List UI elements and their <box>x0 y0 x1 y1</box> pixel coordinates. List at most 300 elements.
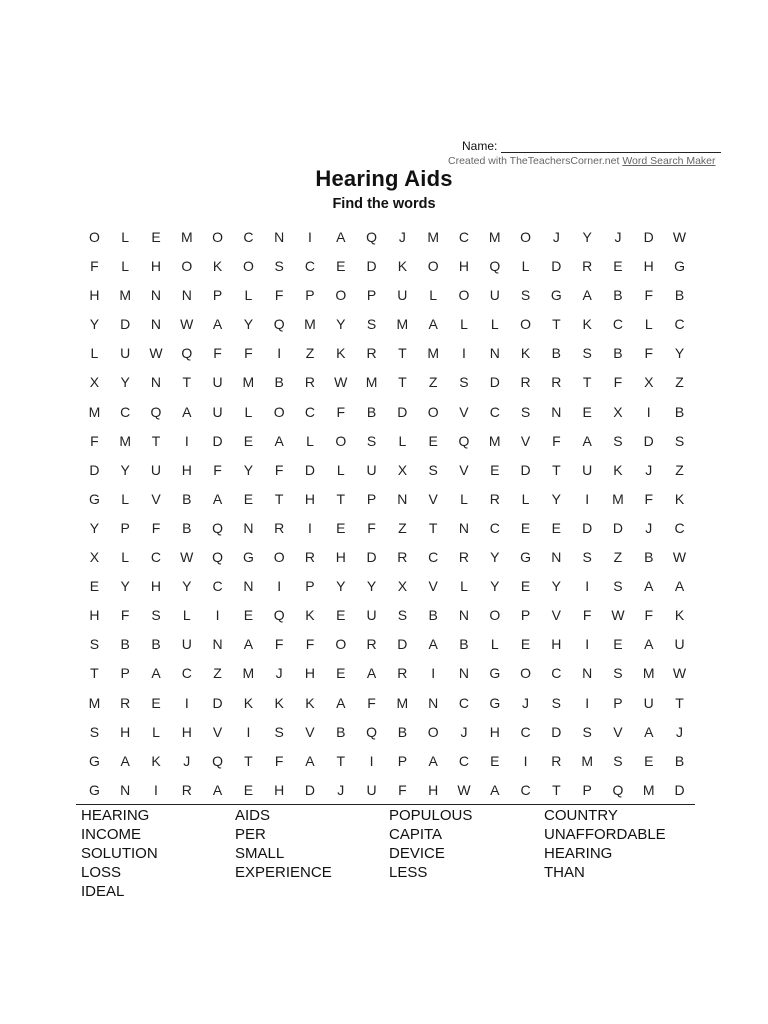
grid-letter[interactable]: C <box>489 403 500 420</box>
grid-letter[interactable]: K <box>613 461 623 478</box>
grid-letter[interactable]: N <box>243 519 254 536</box>
grid-letter[interactable]: K <box>582 316 592 333</box>
grid-letter[interactable]: X <box>397 578 408 595</box>
grid-letter[interactable]: H <box>150 578 162 595</box>
grid-letter[interactable]: H <box>489 723 500 740</box>
grid-letter[interactable]: R <box>551 752 562 769</box>
grid-letter[interactable]: I <box>431 665 436 682</box>
grid-letter[interactable]: W <box>672 229 687 245</box>
grid-letter[interactable]: U <box>120 345 131 362</box>
grid-letter[interactable]: E <box>520 636 531 653</box>
grid-letter[interactable]: I <box>646 403 651 420</box>
grid-letter[interactable]: S <box>89 723 100 740</box>
grid-letter[interactable]: K <box>243 694 254 711</box>
grid-letter[interactable]: V <box>151 490 161 507</box>
grid-letter[interactable]: N <box>458 607 470 624</box>
grid-letter[interactable]: R <box>366 345 377 362</box>
grid-letter[interactable]: E <box>520 519 531 536</box>
grid-letter[interactable]: Q <box>273 316 285 333</box>
grid-letter[interactable]: V <box>428 490 438 507</box>
grid-letter[interactable]: O <box>181 258 193 275</box>
grid-letter[interactable]: N <box>212 636 223 653</box>
grid-letter[interactable]: K <box>674 607 685 624</box>
grid-letter[interactable]: T <box>336 752 346 769</box>
grid-letter[interactable]: Y <box>582 229 592 245</box>
grid-letter[interactable]: H <box>335 549 346 566</box>
grid-letter[interactable]: O <box>335 287 347 304</box>
grid-letter[interactable]: A <box>490 781 500 798</box>
grid-letter[interactable]: C <box>520 723 531 740</box>
grid-letter[interactable]: S <box>366 316 377 333</box>
grid-letter[interactable]: N <box>120 781 131 798</box>
grid-letter[interactable]: Y <box>366 578 377 595</box>
grid-letter[interactable]: B <box>674 752 685 769</box>
grid-letter[interactable]: M <box>396 694 409 711</box>
grid-letter[interactable]: J <box>183 752 191 769</box>
grid-letter[interactable]: A <box>243 636 254 653</box>
grid-letter[interactable]: A <box>366 665 377 682</box>
grid-letter[interactable]: O <box>489 607 501 624</box>
grid-letter[interactable]: S <box>613 432 623 449</box>
grid-letter[interactable]: E <box>243 781 254 798</box>
grid-letter[interactable]: B <box>182 519 192 536</box>
grid-letter[interactable]: F <box>644 490 654 507</box>
grid-letter[interactable]: N <box>150 316 162 333</box>
grid-letter[interactable]: Q <box>366 723 378 740</box>
grid-letter[interactable]: A <box>428 752 438 769</box>
grid-letter[interactable]: A <box>212 490 223 507</box>
grid-letter[interactable]: M <box>365 374 378 391</box>
grid-letter[interactable]: W <box>672 549 687 566</box>
grid-letter[interactable]: E <box>613 636 623 653</box>
grid-letter[interactable]: H <box>551 636 562 653</box>
grid-letter[interactable]: A <box>336 694 346 711</box>
grid-letter[interactable]: T <box>398 345 407 362</box>
grid-letter[interactable]: J <box>398 229 406 245</box>
grid-letter[interactable]: R <box>181 781 192 798</box>
grid-letter[interactable]: T <box>336 490 346 507</box>
grid-letter[interactable]: I <box>369 752 374 769</box>
grid-letter[interactable]: E <box>582 403 592 420</box>
grid-letter[interactable]: A <box>644 636 654 653</box>
grid-letter[interactable]: Q <box>612 781 624 798</box>
grid-letter[interactable]: G <box>88 490 100 507</box>
grid-letter[interactable]: E <box>243 607 254 624</box>
grid-letter[interactable]: T <box>675 694 684 711</box>
grid-letter[interactable]: S <box>582 345 592 362</box>
grid-letter[interactable]: H <box>89 607 100 624</box>
grid-letter[interactable]: F <box>213 461 222 478</box>
grid-letter[interactable]: V <box>551 607 562 624</box>
grid-letter[interactable]: F <box>274 287 284 304</box>
grid-letter[interactable]: D <box>212 694 223 711</box>
name-field[interactable] <box>462 139 721 153</box>
grid-letter[interactable]: K <box>305 694 315 711</box>
grid-letter[interactable]: N <box>551 549 562 566</box>
grid-letter[interactable]: M <box>642 665 655 682</box>
grid-letter[interactable]: D <box>397 636 408 653</box>
grid-letter[interactable]: S <box>459 374 469 391</box>
grid-letter[interactable]: D <box>489 374 500 391</box>
grid-letter[interactable]: Q <box>181 345 193 362</box>
grid-letter[interactable]: B <box>120 636 130 653</box>
grid-letter[interactable]: R <box>397 665 408 682</box>
grid-letter[interactable]: F <box>552 432 561 449</box>
grid-letter[interactable]: A <box>582 432 592 449</box>
grid-letter[interactable]: J <box>460 723 468 740</box>
grid-letter[interactable]: D <box>643 432 654 449</box>
grid-letter[interactable]: U <box>643 694 654 711</box>
grid-letter[interactable]: H <box>181 723 192 740</box>
grid-letter[interactable]: E <box>151 229 161 245</box>
grid-letter[interactable]: T <box>398 374 407 391</box>
grid-letter[interactable]: D <box>397 403 408 420</box>
grid-letter[interactable]: M <box>427 345 439 362</box>
grid-letter[interactable]: E <box>520 578 531 595</box>
grid-letter[interactable]: R <box>458 549 470 566</box>
grid-letter[interactable]: I <box>308 519 312 536</box>
grid-letter[interactable]: A <box>120 752 130 769</box>
name-blank-line[interactable] <box>501 140 721 153</box>
grid-letter[interactable]: E <box>613 258 623 275</box>
grid-letter[interactable]: G <box>674 258 685 275</box>
grid-letter[interactable]: L <box>490 636 499 653</box>
grid-letter[interactable]: H <box>458 258 470 275</box>
grid-letter[interactable]: D <box>304 781 316 798</box>
grid-letter[interactable]: G <box>489 694 501 711</box>
grid-letter[interactable]: K <box>397 258 408 275</box>
grid-letter[interactable]: P <box>120 519 130 536</box>
grid-letter[interactable]: I <box>184 432 189 449</box>
grid-letter[interactable]: E <box>336 519 346 536</box>
grid-letter[interactable]: Y <box>243 316 254 333</box>
grid-letter[interactable]: M <box>488 229 501 245</box>
grid-letter[interactable]: N <box>489 345 500 362</box>
grid-letter[interactable]: G <box>242 549 254 566</box>
grid-letter[interactable]: G <box>520 549 531 566</box>
grid-letter[interactable]: X <box>644 374 654 391</box>
grid-letter[interactable]: M <box>119 287 132 304</box>
grid-letter[interactable]: S <box>520 403 531 420</box>
grid-letter[interactable]: K <box>212 258 223 275</box>
grid-letter[interactable]: E <box>89 578 100 595</box>
grid-letter[interactable]: F <box>90 258 99 275</box>
grid-letter[interactable]: X <box>613 403 623 420</box>
grid-letter[interactable]: P <box>212 287 223 304</box>
grid-letter[interactable]: R <box>366 636 377 653</box>
grid-letter[interactable]: I <box>462 345 466 362</box>
grid-letter[interactable]: Z <box>305 345 315 362</box>
grid-letter[interactable]: B <box>674 403 685 420</box>
grid-letter[interactable]: H <box>428 781 439 798</box>
grid-letter[interactable]: F <box>613 374 623 391</box>
grid-letter[interactable]: U <box>489 287 500 304</box>
grid-letter[interactable]: A <box>644 723 654 740</box>
grid-letter[interactable]: A <box>336 229 346 245</box>
grid-letter[interactable]: Q <box>212 519 224 536</box>
grid-letter[interactable]: C <box>150 549 162 566</box>
grid-letter[interactable]: I <box>585 636 590 653</box>
grid-letter[interactable]: E <box>490 461 500 478</box>
grid-letter[interactable]: V <box>459 403 469 420</box>
grid-letter[interactable]: Z <box>675 374 684 391</box>
grid-letter[interactable]: N <box>181 287 192 304</box>
grid-letter[interactable]: B <box>336 723 346 740</box>
grid-letter[interactable]: T <box>182 374 192 391</box>
grid-letter[interactable]: Z <box>213 665 222 682</box>
grid-letter[interactable]: A <box>182 403 192 420</box>
grid-letter[interactable]: B <box>274 374 284 391</box>
grid-letter[interactable]: X <box>89 549 100 566</box>
grid-letter[interactable]: P <box>366 287 377 304</box>
grid-letter[interactable]: F <box>367 694 376 711</box>
grid-letter[interactable]: I <box>184 694 189 711</box>
grid-letter[interactable]: I <box>585 694 590 711</box>
grid-letter[interactable]: Q <box>366 229 378 245</box>
grid-letter[interactable]: X <box>397 461 408 478</box>
grid-letter[interactable]: G <box>550 287 562 304</box>
grid-letter[interactable]: M <box>612 490 624 507</box>
grid-letter[interactable]: L <box>90 345 99 362</box>
grid-letter[interactable]: H <box>643 258 654 275</box>
grid-letter[interactable]: R <box>520 374 531 391</box>
grid-letter[interactable]: B <box>151 636 161 653</box>
grid-letter[interactable]: C <box>520 781 531 798</box>
grid-letter[interactable]: D <box>212 432 223 449</box>
grid-letter[interactable]: M <box>304 316 316 333</box>
grid-letter[interactable]: P <box>613 694 623 711</box>
grid-letter[interactable]: P <box>366 490 377 507</box>
grid-letter[interactable]: P <box>582 781 592 798</box>
grid-letter[interactable]: K <box>274 694 284 711</box>
grid-letter[interactable]: C <box>212 578 223 595</box>
grid-letter[interactable]: O <box>335 636 347 653</box>
grid-letter[interactable]: F <box>582 607 592 624</box>
grid-letter[interactable]: R <box>304 374 316 391</box>
grid-letter[interactable]: P <box>520 607 531 624</box>
grid-letter[interactable]: A <box>674 578 685 595</box>
grid-letter[interactable]: L <box>152 723 160 740</box>
grid-letter[interactable]: E <box>243 490 254 507</box>
grid-letter[interactable]: F <box>644 345 654 362</box>
grid-letter[interactable]: K <box>151 752 161 769</box>
grid-letter[interactable]: P <box>120 665 130 682</box>
grid-letter[interactable]: N <box>150 287 162 304</box>
grid-letter[interactable]: O <box>427 723 439 740</box>
grid-letter[interactable]: F <box>274 636 284 653</box>
grid-letter[interactable]: D <box>612 519 623 536</box>
grid-letter[interactable]: M <box>242 374 255 391</box>
grid-letter[interactable]: E <box>336 665 346 682</box>
grid-letter[interactable]: M <box>88 403 101 420</box>
grid-letter[interactable]: F <box>305 636 315 653</box>
grid-letter[interactable]: F <box>336 403 346 420</box>
grid-letter[interactable]: I <box>215 607 220 624</box>
grid-letter[interactable]: J <box>645 519 653 536</box>
grid-letter[interactable]: B <box>182 490 192 507</box>
grid-letter[interactable]: D <box>674 781 685 798</box>
grid-letter[interactable]: B <box>428 607 438 624</box>
grid-letter[interactable]: S <box>674 432 685 449</box>
grid-letter[interactable]: P <box>305 287 315 304</box>
grid-letter[interactable]: C <box>304 258 316 275</box>
grid-letter[interactable]: U <box>212 403 223 420</box>
grid-letter[interactable]: H <box>120 723 131 740</box>
grid-letter[interactable]: C <box>181 665 192 682</box>
grid-letter[interactable]: U <box>366 461 377 478</box>
grid-letter[interactable]: K <box>336 345 346 362</box>
grid-letter[interactable]: T <box>428 519 438 536</box>
grid-letter[interactable]: B <box>644 549 654 566</box>
grid-letter[interactable]: H <box>304 490 316 507</box>
grid-letter[interactable]: W <box>672 665 687 682</box>
grid-letter[interactable]: C <box>612 316 623 333</box>
grid-letter[interactable]: H <box>150 258 162 275</box>
grid-letter[interactable]: L <box>121 229 130 245</box>
grid-letter[interactable]: S <box>613 665 623 682</box>
grid-letter[interactable]: G <box>489 665 501 682</box>
grid-letter[interactable]: T <box>552 316 561 333</box>
grid-letter[interactable]: L <box>398 432 407 449</box>
grid-letter[interactable]: N <box>274 229 285 245</box>
grid-letter[interactable]: D <box>551 723 562 740</box>
grid-letter[interactable]: I <box>308 229 312 245</box>
grid-letter[interactable]: Y <box>89 316 100 333</box>
grid-letter[interactable]: R <box>274 519 285 536</box>
grid-letter[interactable]: O <box>520 316 531 333</box>
grid-letter[interactable]: J <box>522 694 530 711</box>
grid-letter[interactable]: O <box>458 287 470 304</box>
grid-letter[interactable]: R <box>551 374 562 391</box>
grid-letter[interactable]: M <box>242 665 255 682</box>
grid-letter[interactable]: W <box>180 316 194 333</box>
grid-letter[interactable]: T <box>244 752 253 769</box>
grid-letter[interactable]: E <box>551 519 562 536</box>
grid-letter[interactable]: O <box>520 665 531 682</box>
grid-letter[interactable]: O <box>427 403 439 420</box>
grid-letter[interactable]: B <box>613 287 623 304</box>
grid-letter[interactable]: U <box>212 374 223 391</box>
grid-letter[interactable]: S <box>582 549 592 566</box>
grid-letter[interactable]: B <box>459 636 469 653</box>
grid-letter[interactable]: U <box>397 287 408 304</box>
grid-letter[interactable]: V <box>428 578 438 595</box>
grid-letter[interactable]: N <box>150 374 162 391</box>
grid-letter[interactable]: J <box>676 723 684 740</box>
grid-letter[interactable]: E <box>644 752 654 769</box>
grid-letter[interactable]: S <box>397 607 408 624</box>
grid-letter[interactable]: A <box>212 316 223 333</box>
grid-letter[interactable]: D <box>551 258 562 275</box>
grid-letter[interactable]: S <box>520 287 531 304</box>
grid-letter[interactable]: Z <box>428 374 438 391</box>
grid-letter[interactable]: D <box>304 461 316 478</box>
grid-letter[interactable]: E <box>243 432 254 449</box>
grid-letter[interactable]: U <box>582 461 593 478</box>
grid-letter[interactable]: P <box>305 578 315 595</box>
grid-letter[interactable]: A <box>428 636 438 653</box>
grid-letter[interactable]: R <box>489 490 500 507</box>
grid-letter[interactable]: N <box>428 694 439 711</box>
grid-letter[interactable]: I <box>277 578 282 595</box>
grid-letter[interactable]: O <box>212 229 224 245</box>
grid-letter[interactable]: M <box>642 781 655 798</box>
grid-letter[interactable]: Y <box>120 374 130 391</box>
grid-letter[interactable]: Y <box>89 519 100 536</box>
grid-letter[interactable]: Q <box>212 549 224 566</box>
grid-letter[interactable]: S <box>613 752 623 769</box>
grid-letter[interactable]: T <box>151 432 161 449</box>
grid-letter[interactable]: D <box>582 519 593 536</box>
grid-letter[interactable]: R <box>397 549 408 566</box>
grid-letter[interactable]: Q <box>273 607 285 624</box>
grid-letter[interactable]: H <box>181 461 192 478</box>
grid-letter[interactable]: X <box>89 374 100 391</box>
grid-letter[interactable]: E <box>428 432 438 449</box>
grid-letter[interactable]: U <box>674 636 685 653</box>
grid-letter[interactable]: A <box>305 752 315 769</box>
grid-letter[interactable]: C <box>304 403 316 420</box>
grid-letter[interactable]: A <box>428 316 438 333</box>
grid-letter[interactable]: Y <box>120 461 130 478</box>
grid-letter[interactable]: D <box>120 316 131 333</box>
grid-letter[interactable]: F <box>90 432 99 449</box>
grid-letter[interactable]: F <box>644 607 654 624</box>
grid-letter[interactable]: S <box>151 607 161 624</box>
grid-letter[interactable]: V <box>520 432 531 449</box>
grid-letter[interactable]: S <box>428 461 438 478</box>
grid-letter[interactable]: Z <box>613 549 623 566</box>
grid-letter[interactable]: I <box>277 345 282 362</box>
grid-letter[interactable]: D <box>366 549 377 566</box>
grid-letter[interactable]: Y <box>490 549 500 566</box>
grid-letter[interactable]: F <box>120 607 130 624</box>
grid-letter[interactable]: O <box>242 258 254 275</box>
grid-letter[interactable]: Y <box>336 578 346 595</box>
grid-letter[interactable]: C <box>551 665 562 682</box>
grid-letter[interactable]: D <box>366 258 377 275</box>
grid-letter[interactable]: F <box>244 345 253 362</box>
grid-letter[interactable]: R <box>582 258 593 275</box>
grid-letter[interactable]: B <box>613 345 623 362</box>
grid-letter[interactable]: O <box>427 258 439 275</box>
grid-letter[interactable]: S <box>551 694 562 711</box>
grid-letter[interactable]: M <box>396 316 409 333</box>
grid-letter[interactable]: E <box>336 607 346 624</box>
grid-letter[interactable]: J <box>552 229 560 245</box>
grid-letter[interactable]: I <box>154 781 158 798</box>
grid-letter[interactable]: T <box>552 781 561 798</box>
word-search-maker-link[interactable]: Word Search Maker <box>622 155 716 167</box>
grid-letter[interactable]: B <box>551 345 562 362</box>
grid-letter[interactable]: L <box>460 316 468 333</box>
grid-letter[interactable]: A <box>151 665 161 682</box>
grid-letter[interactable]: M <box>119 432 132 449</box>
grid-letter[interactable]: Y <box>490 578 500 595</box>
grid-letter[interactable]: C <box>674 519 685 536</box>
grid-letter[interactable]: C <box>243 229 254 245</box>
grid-letter[interactable]: C <box>674 316 685 333</box>
grid-letter[interactable]: F <box>367 519 376 536</box>
grid-letter[interactable]: A <box>644 578 654 595</box>
grid-letter[interactable]: E <box>490 752 500 769</box>
grid-letter[interactable]: W <box>611 607 625 624</box>
grid-letter[interactable]: S <box>274 723 284 740</box>
grid-letter[interactable]: M <box>427 229 439 245</box>
grid-letter[interactable]: S <box>274 258 284 275</box>
grid-letter[interactable]: T <box>90 665 99 682</box>
grid-letter[interactable]: V <box>613 723 623 740</box>
